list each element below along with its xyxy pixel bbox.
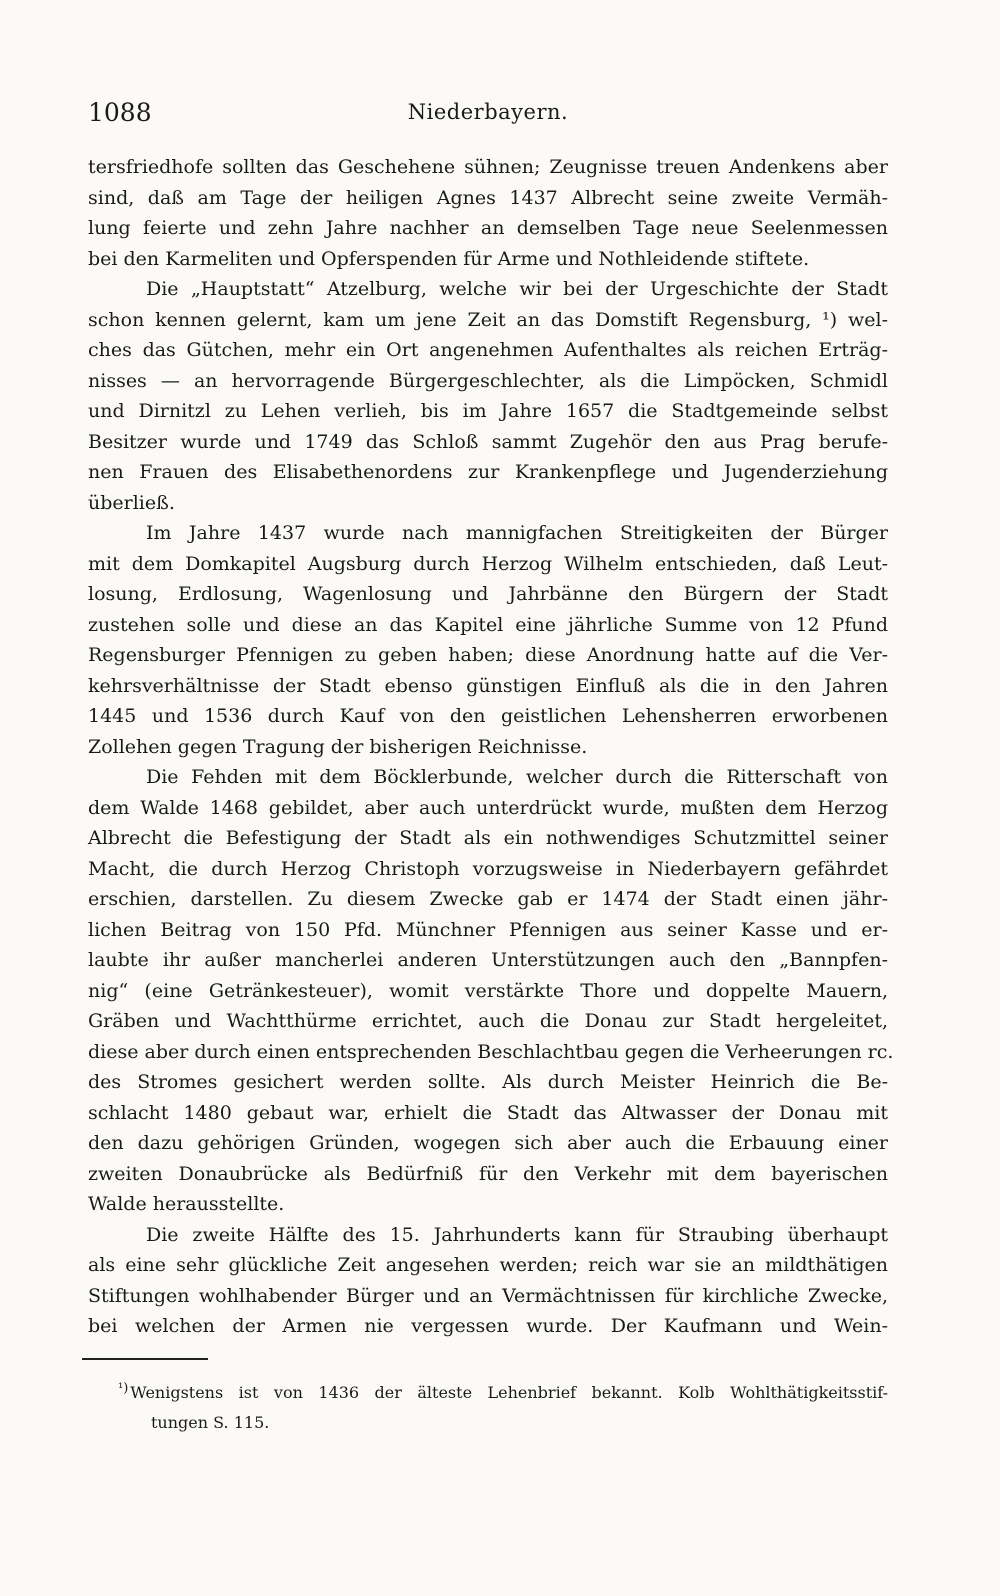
text-line: 1445 und 1536 durch Kauf von den geistlichen Lehensherren erworbenen (88, 705, 888, 727)
footnote-marker: ¹) (118, 1380, 129, 1396)
text-line: kehrsverhältnisse der Stadt ebenso günstigen Einfluß als die in den Jahren (88, 674, 888, 697)
text-line: bei den Karmeliten und Opferspenden für Arme und Nothleidende stiftete. (88, 247, 810, 270)
text-line: zweiten Donaubrücke als Bedürfniß für den Verkehr mit dem bayerischen (88, 1162, 888, 1185)
footnote-line (118, 1378, 888, 1408)
text-line: tersfriedhofe sollten das Geschehene sühnen; Zeugnisse treuen Andenkens aber (88, 156, 888, 178)
text-line: Walde herausstellte. (88, 1193, 285, 1215)
text-line: lung feierte und zehn Jahre nachher an demselben Tage neue Seelenmessen (88, 217, 888, 239)
text-line: Stiftungen wohlhabender Bürger und an Vermächtnissen für kirchliche Zwecke, (88, 1284, 888, 1307)
running-head: Niederbayern. (407, 100, 569, 124)
text-line: nig“ (eine Getränkesteuer), womit verstärkte Thore und doppelte Mauern, (88, 979, 888, 1002)
text-line: schlacht 1480 gebaut war, erhielt die Stadt das Altwasser der Donau mit (88, 1101, 888, 1124)
text-line: bei welchen der Armen nie vergessen wurde. Der Kaufmann und Wein- (88, 1315, 888, 1337)
text-line: überließ. (88, 491, 175, 514)
text-line: Besitzer wurde und 1749 das Schloß sammt Zugehör den aus Prag berufe- (88, 430, 888, 453)
text-line: losung, Erdlosung, Wagenlosung und Jahrbänne den Bürgern der Stadt (88, 583, 888, 605)
text-line: erschien, darstellen. Zu diesem Zwecke gab er 1474 der Stadt einen jähr- (88, 888, 888, 910)
text-line: schon kennen gelernt, kam um jene Zeit an das Domstift Regensburg, ¹) wel- (88, 308, 888, 331)
text-line: nisses — an hervorragende Bürgergeschlechter, als die Limpöcken, Schmidl (88, 369, 888, 392)
text-line: diese aber durch einen entsprechenden Beschlachtbau gegen die Verheerungen rc. (88, 1040, 894, 1063)
text-line: dem Walde 1468 gebildet, aber auch unterdrückt wurde, mußten dem Herzog (88, 796, 888, 819)
text-line: des Stromes gesichert werden sollte. Als durch Meister Heinrich die Be- (88, 1071, 888, 1093)
footnote-text: Wenigstens ist von 1436 der älteste Lehenbrief bekannt. Kolb Wohlthätigkeitsstif- (130, 1383, 888, 1402)
footnotes (118, 1378, 888, 1438)
text-line: Macht, die durch Herzog Christoph vorzugsweise in Niederbayern gefährdet (88, 857, 888, 880)
text-line: Zollehen gegen Tragung der bisherigen Reichnisse. (88, 735, 588, 758)
text-line: Gräben und Wachtthürme errichtet, auch die Donau zur Stadt hergeleitet, (88, 1010, 888, 1032)
text-line: zustehen solle und diese an das Kapitel eine jährliche Summe von 12 Pfund (88, 613, 888, 636)
text-line: als eine sehr glückliche Zeit angesehen werden; reich war sie an mildthätigen (88, 1254, 888, 1276)
text-line: mit dem Domkapitel Augsburg durch Herzog Wilhelm entschieden, daß Leut- (88, 552, 888, 575)
page-header (88, 98, 888, 138)
text-line: Die Fehden mit dem Böcklerbunde, welcher durch die Ritterschaft von (146, 766, 888, 788)
body-text (88, 152, 894, 1342)
text-line: und Dirnitzl zu Lehen verlieh, bis im Jahre 1657 die Stadtgemeinde selbst (88, 400, 888, 422)
text-line: den dazu gehörigen Gründen, wogegen sich aber auch die Erbauung einer (88, 1132, 888, 1154)
text-line: lichen Beitrag von 150 Pfd. Münchner Pfennigen aus seiner Kasse und er- (88, 918, 888, 941)
text-line: Albrecht die Befestigung der Stadt als ein nothwendiges Schutzmittel seiner (88, 827, 888, 849)
text-line: sind, daß am Tage der heiligen Agnes 1437 Albrecht seine zweite Vermäh- (88, 186, 888, 209)
text-line: Die zweite Hälfte des 15. Jahrhunderts kann für Straubing überhaupt (146, 1223, 888, 1246)
footnote-divider (82, 1358, 208, 1360)
text-line: laubte ihr außer mancherlei anderen Unterstützungen auch den „Bannpfen- (88, 949, 888, 971)
text-line: nen Frauen des Elisabethenordens zur Krankenpflege und Jugenderziehung (88, 461, 888, 483)
text-line: Regensburger Pfennigen zu geben haben; diese Anordnung hatte auf die Ver- (88, 644, 888, 666)
footnote-line: tungen S. 115. (151, 1413, 270, 1432)
page-number: 1088 (88, 98, 152, 127)
text-line: ches das Gütchen, mehr ein Ort angenehmen Aufenthaltes als reichen Erträg- (88, 339, 888, 361)
text-line: Die „Hauptstatt“ Atzelburg, welche wir bei der Urgeschichte der Stadt (146, 278, 888, 300)
text-line: Im Jahre 1437 wurde nach mannigfachen Streitigkeiten der Bürger (146, 522, 888, 544)
